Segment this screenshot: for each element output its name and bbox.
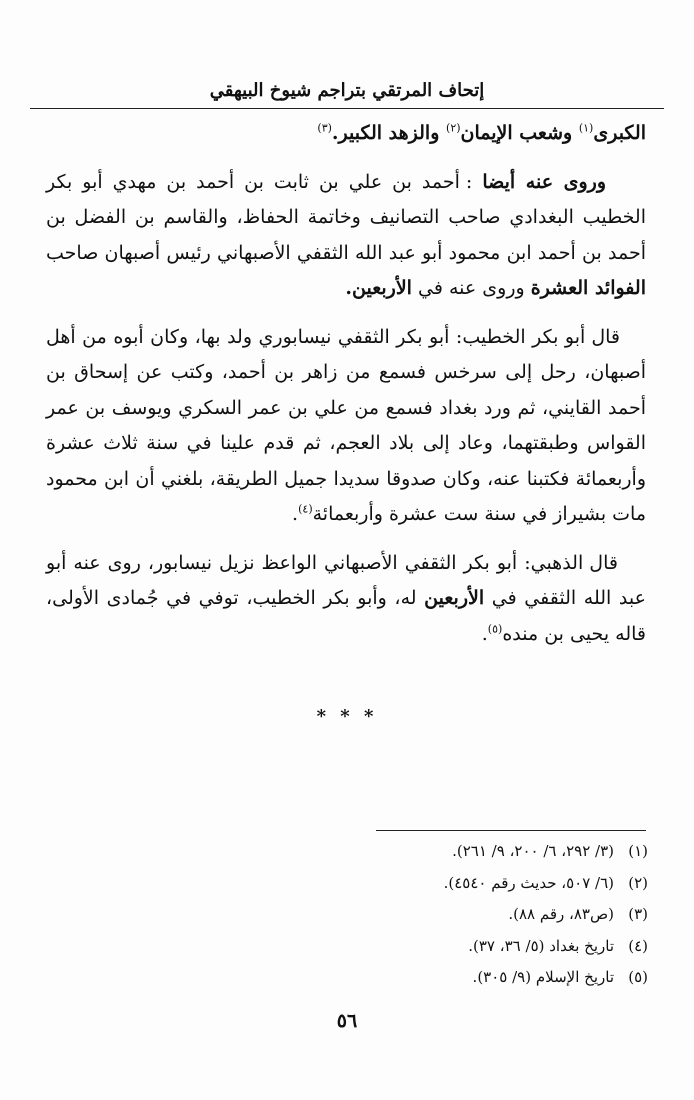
footnote-ref-1[interactable]: (١) [578,121,594,135]
narrators-label: وروى عنه أيضا [482,170,606,193]
header-rule [30,108,664,109]
running-header: إتحاف المرتقي بتراجم شيوخ البيهقي [209,80,485,101]
footnote-number: (٣) [628,905,648,923]
page-number: ٥٦ [336,1010,358,1032]
intro-word-3: والزهد الكبير. [331,122,440,144]
main-text [46,116,646,652]
section-separator: * * * [316,706,378,727]
dhahabi-text-2: له، وأبو بكر الخطيب، توفي في جُمادى الأولى، قاله يحيى بن منده [46,587,646,645]
footnote-ref-2[interactable]: (٢) [446,121,461,135]
footnote-text: تاريخ بغداد (٥/ ٣٦، ٣٧). [468,936,614,955]
footnote-text: (٦/ ٥٠٧، حديث رقم ٤٥٤٠). [443,873,614,892]
footnote-number: (٤) [628,936,648,955]
footnote-ref-4[interactable]: (٤) [298,502,313,516]
paragraph-dhahabi: قال الذهبي: أبو بكر الثقفي الأصبهاني الواعظ نزيل نيسابور، روى عنه أبو عبد الله الثقفي في الأربعين له، وأبو بكر الخطيب، توفي في جُمادى الأولى، قاله يحيى بن منده$^{(٥)}$. [46,551,646,645]
book-title-arbain-2: الأربعين [424,587,485,609]
footnote-item [46,931,648,963]
footnote-number: (٥) [628,968,648,986]
dhahabi-text: قال الذهبي: أبو بكر الثقفي الأصبهاني الواعظ نزيل نيسابور، روى عنه أبو عبد الله الثقفي في [46,551,646,609]
narrators-text-2: وروى عنه في [418,277,525,299]
narrators-text: : أحمد بن علي بن ثابت بن أحمد بن مهدي أبو بكر الخطيب البغدادي صاحب التصانيف وخاتمة الحفاظ، والقاسم بن الفضل بن أحمد بن أحمد ابن محمود أبو عبد الله الثقفي الأصبهاني رئيس أصبهان صاحب [46,170,646,264]
book-title-fawaid: الفوائد العشرة [530,277,646,299]
footnote-item [46,836,648,868]
footnote-ref-5[interactable]: (٥) [487,622,503,636]
khatib-text: قال أبو بكر الخطيب: أبو بكر الثقفي نيسابوري ولد بها، وكان أبوه من أهل أصبهان، رحل إلى سرخس فسمع من زاهر بن أحمد، وكتب عن إسحاق بن أحمد القايني، ثم ورد بغداد فسمع من علي بن عمر السكري ويوسف بن عمر القواس وطبقتهما، وعاد إلى بلاد العجم، ثم قدم علينا في سنة ثلاث عشرة وأربعمائة فكتبنا عنه، وكان صدوقا سديدا جميل الطريقة، بلغني أن ابن محمود مات بشيراز في سنة ست عشرة وأربعمائة [46,325,646,525]
footnote-number: (٢) [628,873,648,892]
footnote-item [46,962,648,994]
intro-line [46,116,646,152]
footnote-rule [376,830,646,831]
footnote-item [46,899,648,931]
footnote-text: تاريخ الإسلام (٩/ ٣٠٥). [472,968,614,986]
footnote-text: (ص٨٣، رقم ٨٨). [508,905,614,923]
footnote-number: (١) [628,842,648,860]
footnote-ref-3[interactable]: (٣) [317,121,332,135]
paragraph-khatib: قال أبو بكر الخطيب: أبو بكر الثقفي نيسابوري ولد بها، وكان أبوه من أهل أصبهان، رحل إلى سرخس فسمع من زاهر بن أحمد، وكتب عن إسحاق بن أحمد القايني، ثم ورد بغداد فسمع من علي بن عمر السكري ويوسف بن عمر القواس وطبقتهما، وعاد إلى بلاد العجم، ثم قدم علينا في سنة ثلاث عشرة وأربعمائة فكتبنا عنه، وكان صدوقا سديدا جميل الطريقة، بلغني أن ابن محمود مات بشيراز في سنة ست عشرة وأربعمائة$^{(٤)}$. [46,325,646,525]
footnote-text: (٣/ ٢٩٢، ٦/ ٢٠٠، ٩/ ٢٦١). [452,842,614,860]
intro-word-2: وشعب الإيمان [460,122,573,144]
intro-word-1: الكبرى [593,122,646,144]
footnote-item [46,868,648,900]
footnotes [46,836,648,994]
book-title-arbain: الأربعين [352,277,412,299]
paragraph-narrators: وروى عنه أيضا : أحمد بن علي بن ثابت بن أحمد بن مهدي أبو بكر الخطيب البغدادي صاحب التصانيف وخاتمة الحفاظ، والقاسم بن الفضل بن أحمد بن أحمد ابن محمود أبو عبد الله الثقفي الأصبهاني رئيس أصبهان صاحب الفوائد العشرة وروى عنه في الأربعين. [46,170,646,299]
